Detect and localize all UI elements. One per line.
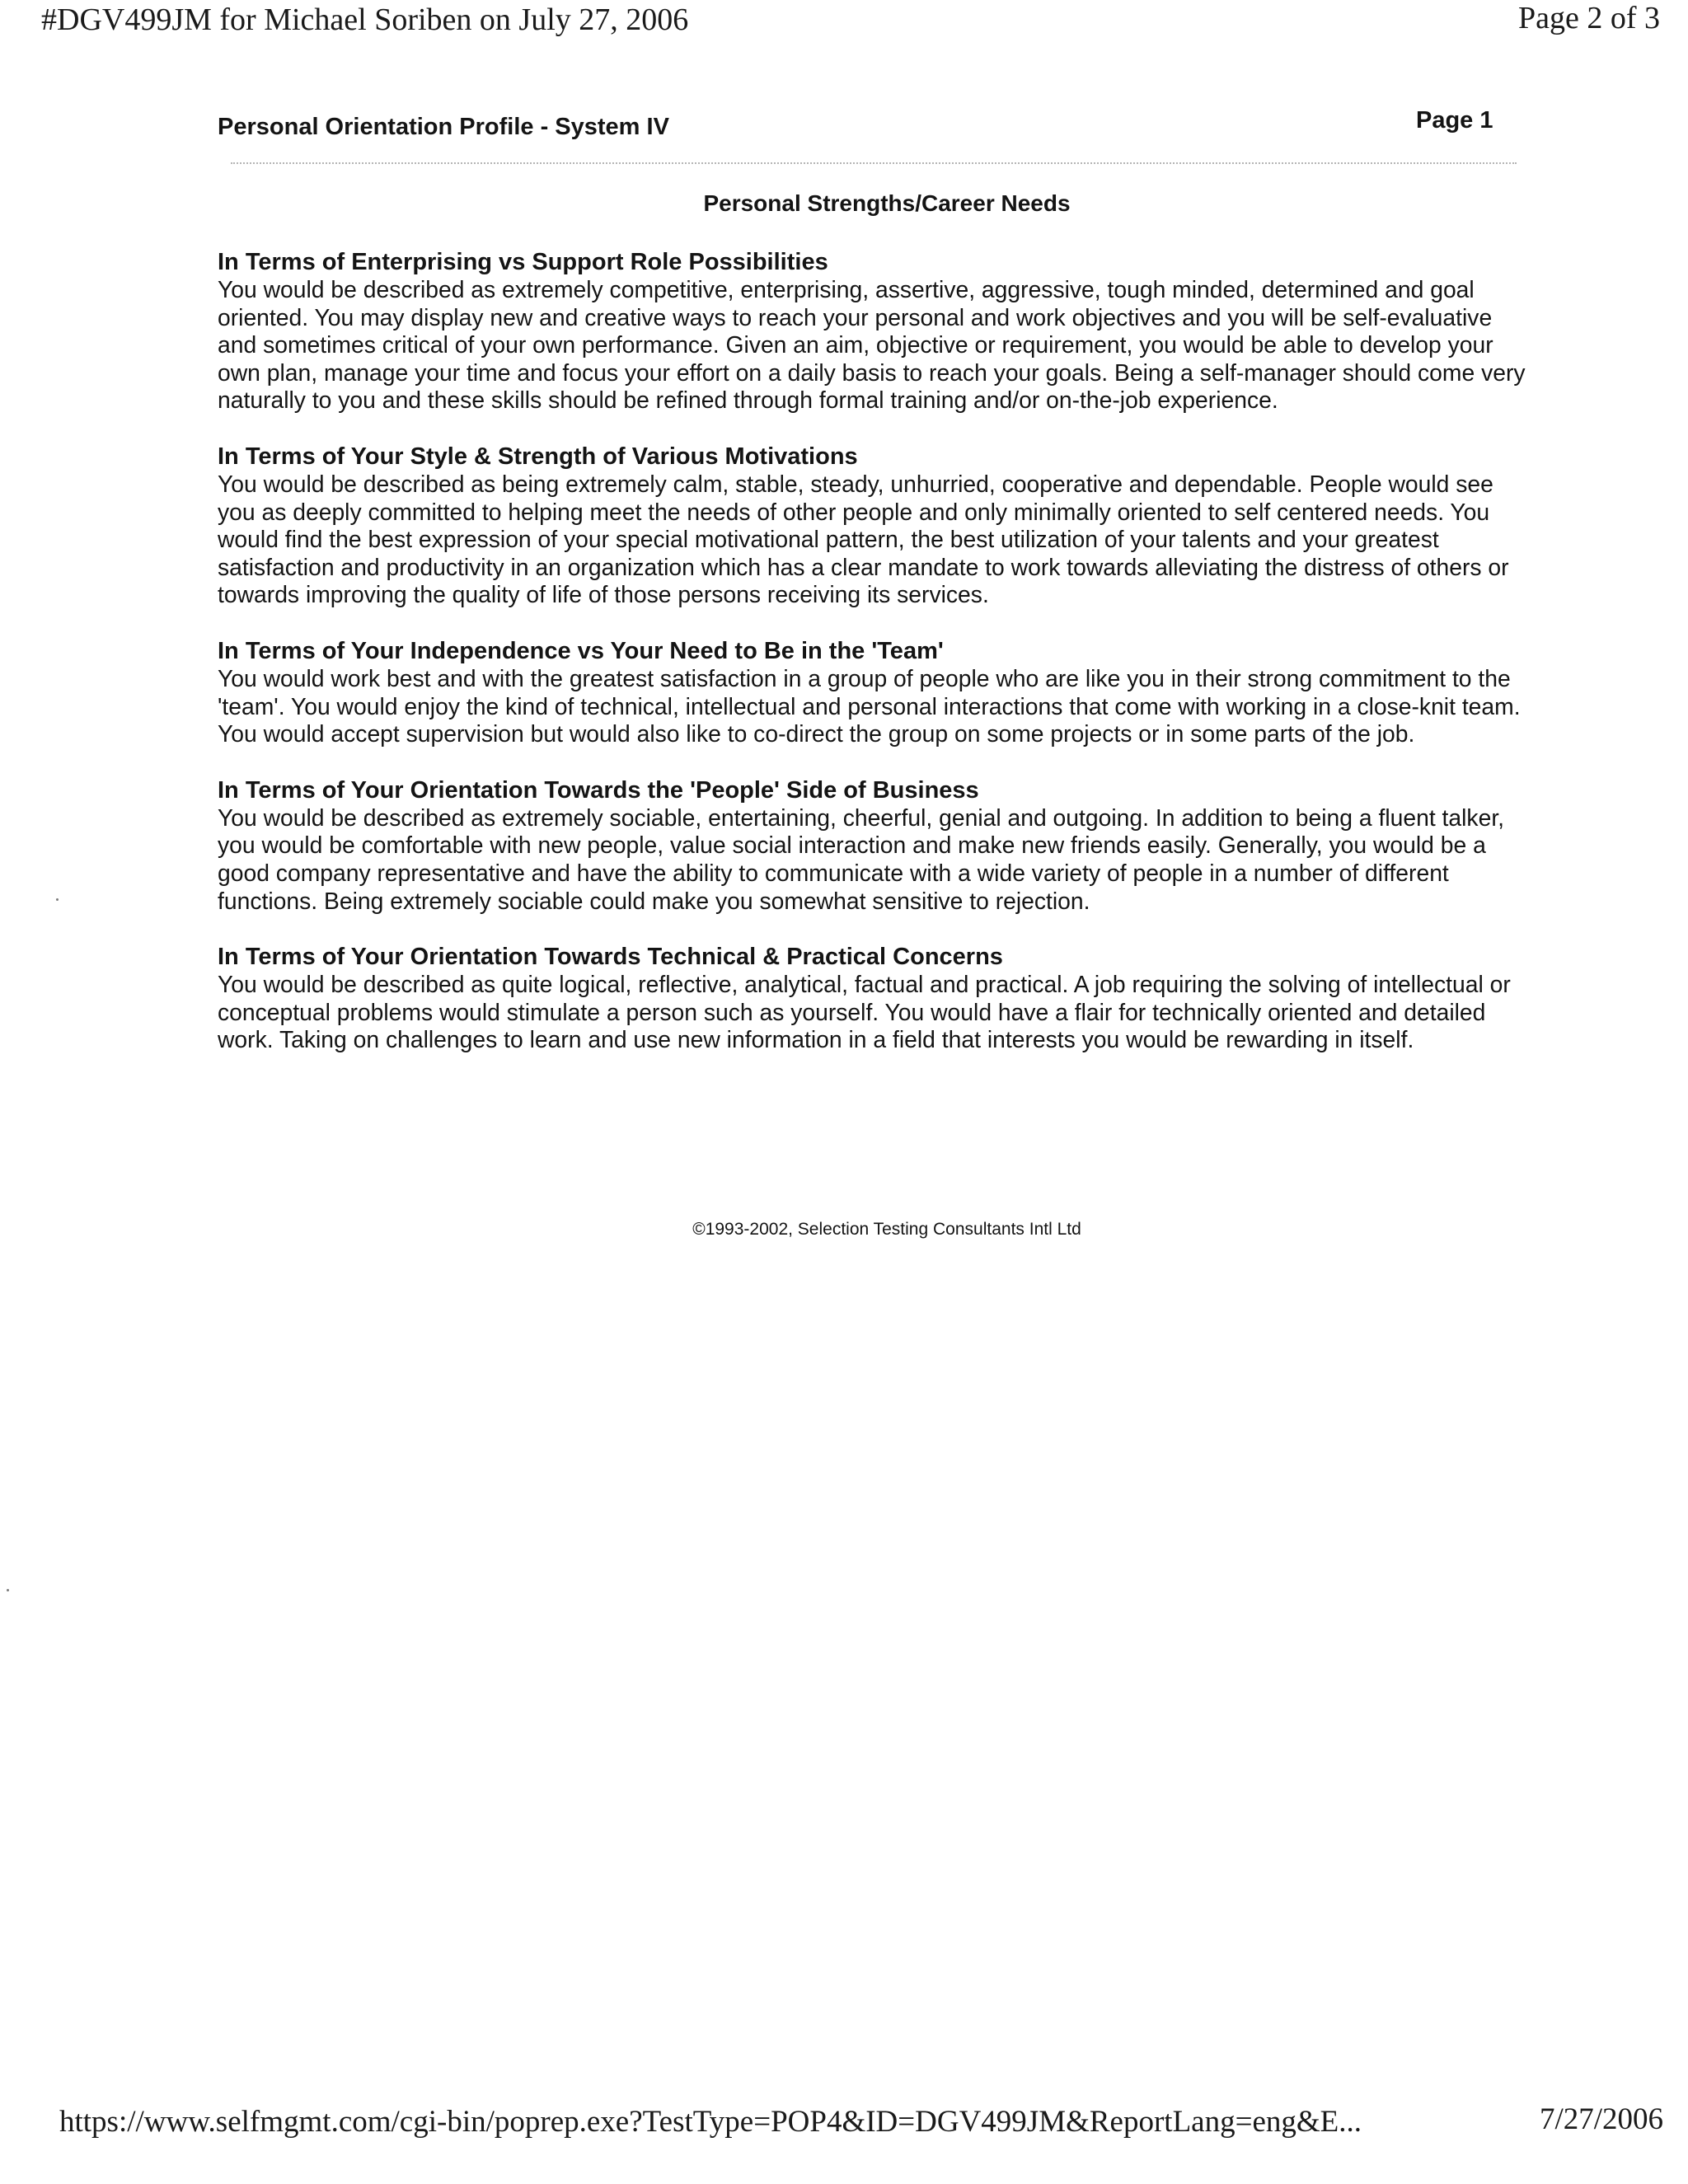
section-enterprising xyxy=(218,248,1536,415)
section-heading: In Terms of Your Orientation Towards the 'People' Side of Business xyxy=(218,776,979,804)
section-people xyxy=(218,776,1536,915)
scan-speck xyxy=(56,898,59,901)
section-motivations xyxy=(218,443,1536,609)
section-heading: In Terms of Your Orientation Towards Technical & Practical Concerns xyxy=(218,944,1003,971)
section-title: Personal Strengths/Career Needs xyxy=(703,190,1071,216)
section-body: You would be described as being extremely calm, stable, steady, unhurried, cooperative and dependable. People would see you as deeply committed to helping meet the needs of other people and only minimally oriented to self centered needs. You would find the best expression of your special motivational pattern, the best utilization of your talents and your greatest satisfaction and productivity in an organization which has a clear mandate to work towards alleviating the distress of others or towards improving the quality of life of those persons receiving its services. xyxy=(218,470,1509,608)
header-divider xyxy=(231,162,1517,164)
section-body: You would be described as extremely competitive, enterprising, assertive, aggressive, tough minded, determined and goal oriented. You may display new and creative ways to reach your personal and work objectives and you will be self-evaluative and sometimes critical of your own performance. Given an aim, objective or requirement, you would be able to develop your own plan, manage your time and focus your effort on a daily basis to reach your goals. Being a self-manager should come very naturally to you and these skills should be refined through formal training and/or on-the-job experience. xyxy=(218,276,1526,414)
section-independence xyxy=(218,637,1536,748)
section-body: You would be described as extremely sociable, entertaining, cheerful, genial and outgoing. In addition to being a fluent talker, you would be comfortable with new people, value social interaction and make new friends easily. Generally, you would be a good company representative and have the ability to communicate with a wide variety of people in a number of different functions. Being extremely sociable could make you somewhat sensitive to rejection. xyxy=(218,804,1505,914)
section-heading: In Terms of Your Style & Strength of Various Motivations xyxy=(218,443,858,470)
section-heading: In Terms of Enterprising vs Support Role Possibilities xyxy=(218,249,828,275)
fax-header-text: #DGV499JM for Michael Soriben on July 27, 2006 xyxy=(41,2,689,37)
fax-page-number: Page 2 of 3 xyxy=(1517,1,1660,35)
section-heading: In Terms of Your Independence vs Your Need to Be in the 'Team' xyxy=(218,637,944,664)
section-body: You would work best and with the greatest satisfaction in a group of people who are like you in their strong commitment to the 'team'. You would enjoy the kind of technical, intellectual and personal interactions that come with working in a close-knit team. You would accept supervision but would also like to co-direct the group on some projects or in some parts of the job. xyxy=(218,664,1521,748)
print-footer-date: 7/27/2006 xyxy=(1539,2102,1663,2136)
report-content xyxy=(218,248,1536,1082)
report-title: Personal Orientation Profile - System IV xyxy=(218,114,669,140)
section-technical xyxy=(218,943,1536,1054)
copyright-notice: ©1993-2002, Selection Testing Consultants Intl Ltd xyxy=(692,1220,1081,1239)
scan-speck xyxy=(7,1589,9,1591)
report-page-label: Page 1 xyxy=(1416,107,1493,134)
print-footer-url: https://www.selfmgmt.com/cgi-bin/poprep.exe?TestType=POP4&ID=DGV499JM&ReportLang=eng&E... xyxy=(59,2105,1362,2139)
section-body: You would be described as quite logical, reflective, analytical, factual and practical. A job requiring the solving of intellectual or conceptual problems would stimulate a person such as yourself. You would have a flair for technically oriented and detailed work. Taking on challenges to learn and use new information in a field that interests you would be rewarding in itself. xyxy=(218,971,1511,1053)
